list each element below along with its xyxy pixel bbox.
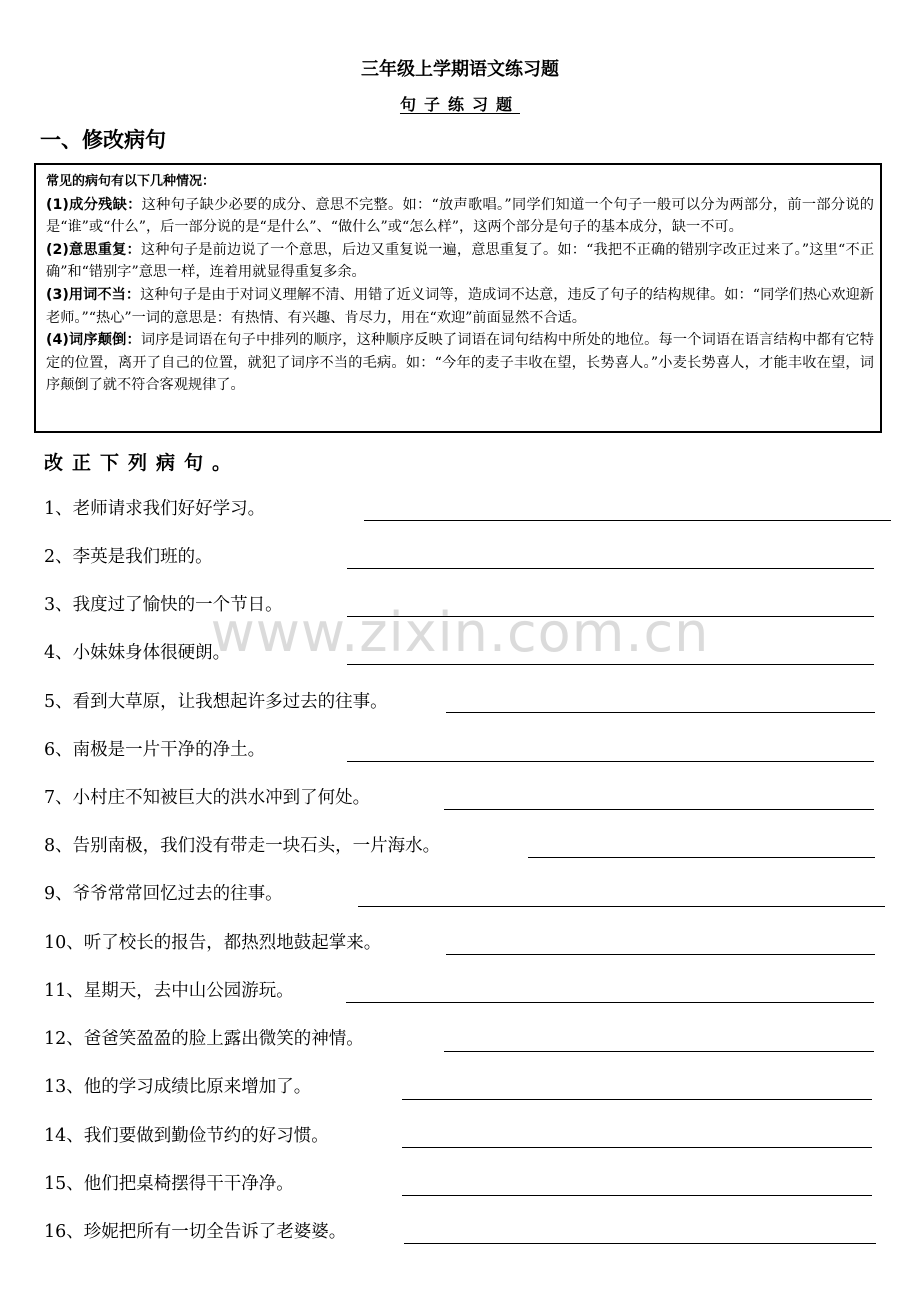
info-item-1 bbox=[46, 194, 874, 239]
answer-line-15[interactable] bbox=[402, 1195, 872, 1196]
info-item-label: (1)成分残缺： bbox=[46, 196, 142, 213]
answer-line-13[interactable] bbox=[402, 1099, 872, 1100]
info-item-label: (4)词序颠倒： bbox=[46, 332, 141, 349]
answer-line-8[interactable] bbox=[528, 857, 875, 858]
answer-line-4[interactable] bbox=[347, 664, 874, 665]
question-11: 11、星期天，去中山公园游玩。 bbox=[44, 981, 294, 1001]
section-heading: 一、修改病句 bbox=[40, 128, 166, 152]
info-item-text: 词序是词语在句子中排列的顺序，这种顺序反映了词语在词句结构中所处的地位。每一个词语在语言结构中都有它特定的位置，离开了自己的位置，就犯了词序不当的毛病。如：“今年的麦子丰收在望，长势喜人。”小麦长势喜人，才能丰收在望，词序颠倒了就不符合客观规律了。 bbox=[46, 332, 874, 394]
info-item-text: 这种句子是由于对词义理解不清、用错了近义词等，造成词不达意，违反了句子的结构规律。如：“同学们热心欢迎新老师。”“热心”一词的意思是：有热情、有兴趣、肯尽力，用在“欢迎”前面显然不合适。 bbox=[46, 286, 874, 326]
info-item-label: (2)意思重复： bbox=[46, 241, 141, 258]
question-5: 5、看到大草原，让我想起许多过去的往事。 bbox=[44, 692, 388, 712]
answer-line-3[interactable] bbox=[347, 616, 874, 617]
worksheet-title: 三年级上学期语文练习题 bbox=[361, 59, 559, 80]
answer-line-11[interactable] bbox=[346, 1002, 874, 1003]
question-6: 6、南极是一片干净的净土。 bbox=[44, 740, 266, 760]
answer-line-10[interactable] bbox=[446, 954, 875, 955]
info-item-label: (3)用词不当： bbox=[46, 286, 141, 303]
task-heading: 改正下列病句。 bbox=[44, 452, 241, 474]
info-item-3 bbox=[46, 284, 874, 329]
answer-line-1[interactable] bbox=[364, 520, 891, 521]
answer-line-9[interactable] bbox=[358, 906, 885, 907]
question-14: 14、我们要做到勤俭节约的好习惯。 bbox=[44, 1126, 329, 1146]
question-15: 15、他们把桌椅摆得干干净净。 bbox=[44, 1174, 294, 1194]
question-2: 2、李英是我们班的。 bbox=[44, 547, 213, 567]
info-item-2 bbox=[46, 239, 874, 284]
question-13: 13、他的学习成绩比原来增加了。 bbox=[44, 1077, 312, 1097]
info-intro: 常见的病句有以下几种情况： bbox=[46, 174, 216, 189]
info-item-4 bbox=[46, 329, 874, 397]
watermark: www.zixin.com.cn bbox=[210, 601, 710, 664]
question-7: 7、小村庄不知被巨大的洪水冲到了何处。 bbox=[44, 788, 371, 808]
question-4: 4、小妹妹身体很硬朗。 bbox=[44, 643, 231, 663]
question-9: 9、爷爷常常回忆过去的往事。 bbox=[44, 884, 283, 904]
info-item-text: 这种句子是前边说了一个意思，后边又重复说一遍，意思重复了。如：“我把不正确的错别字改正过来了。”这里“不正确”和“错别字”意思一样，连着用就显得重复多余。 bbox=[46, 241, 875, 281]
answer-line-2[interactable] bbox=[347, 568, 874, 569]
answer-line-14[interactable] bbox=[402, 1147, 872, 1148]
question-3: 3、我度过了愉快的一个节日。 bbox=[44, 595, 283, 615]
question-12: 12、爸爸笑盈盈的脸上露出微笑的神情。 bbox=[44, 1029, 364, 1049]
question-10: 10、听了校长的报告，都热烈地鼓起掌来。 bbox=[44, 933, 382, 953]
question-1: 1、老师请求我们好好学习。 bbox=[44, 499, 266, 519]
info-box bbox=[34, 163, 882, 433]
question-8: 8、告别南极，我们没有带走一块石头，一片海水。 bbox=[44, 836, 441, 856]
info-item-text: 这种句子缺少必要的成分、意思不完整。如：“放声歌唱。”同学们知道一个句子一般可以分为两部分，前一部分说的是“谁”或“什么”，后一部分说的是“是什么”、“做什么”或“怎么样”，这两个部分是句子的基本成分，缺一不可。 bbox=[46, 196, 874, 236]
answer-line-6[interactable] bbox=[347, 761, 874, 762]
answer-line-7[interactable] bbox=[444, 809, 874, 810]
question-16: 16、珍妮把所有一切全告诉了老婆婆。 bbox=[44, 1222, 347, 1242]
subtitle-text: 句子练习题 bbox=[399, 95, 520, 114]
answer-line-5[interactable] bbox=[446, 712, 875, 713]
answer-line-16[interactable] bbox=[404, 1243, 876, 1244]
worksheet-subtitle bbox=[0, 94, 920, 116]
answer-line-12[interactable] bbox=[444, 1051, 874, 1052]
